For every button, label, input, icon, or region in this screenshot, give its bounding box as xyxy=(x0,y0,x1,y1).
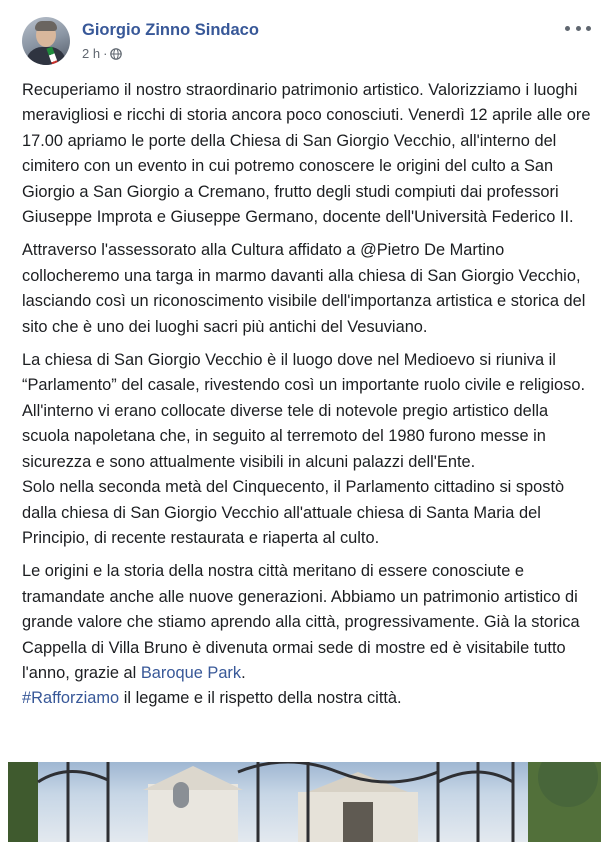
paragraph-4-text-2: . xyxy=(241,663,246,682)
paragraph-4-text-1: Le origini e la storia della nostra città meritano di essere conosciute e tramandate anche alle nuove generazioni. Abbiamo un patrimonio artistico di grande valore che stiamo aprendo alla città, progressivamente. Già la storica Cappella di Villa Bruno è divenuta ormai sede di mostre ed è visitabile tutto l'anno, grazie al xyxy=(22,562,580,682)
avatar-hair xyxy=(35,21,57,31)
meta-separator: · xyxy=(103,46,108,61)
post-meta xyxy=(82,46,122,61)
author-name[interactable]: Giorgio Zinno Sindaco xyxy=(82,21,259,39)
post-paragraph-1: Recuperiamo il nostro straordinario patrimonio artistico. Valorizziamo i luoghi meravigliosi e ricchi di storia ancora poco conosciuti. Venerdì 12 aprile alle ore 17.00 apriamo le porte della Chiesa di San Giorgio Vecchio, all'interno del cimitero con un evento in cui potremo conoscere le origini del culto a San Giorgio a San Giorgio a Cremano, frutto degli studi compiuti dai professori Giuseppe Improta e Giuseppe Germano, docente dell'Università Federico II. xyxy=(22,81,591,227)
globe-icon[interactable] xyxy=(110,48,122,60)
post-header xyxy=(20,14,595,66)
avatar[interactable] xyxy=(22,17,70,65)
hashtag-link[interactable]: #Rafforziamo xyxy=(22,689,120,708)
post-paragraph-2: Attraverso l'assessorato alla Cultura affidato a @Pietro De Martino collocheremo una targa in marmo davanti alla chiesa di San Giorgio Vecchio, lasciando così un riconoscimento visibile dell'importanza artistica e storica del sito che è uno dei luoghi sacri più antichi del Vesuviano. xyxy=(22,241,586,336)
post-body xyxy=(22,78,592,720)
post-time[interactable]: 2 h xyxy=(82,46,101,61)
more-dots-icon[interactable] xyxy=(565,20,591,36)
post-paragraph-3: La chiesa di San Giorgio Vecchio è il luogo dove nel Medioevo si riuniva il “Parlamento” del casale, rivestendo così un importante ruolo civile e religioso. All'interno vi erano collocate diverse tele di notevole pregio artistico della scuola napoletana che, in seguito al terremoto del 1980 furono messe in sicurezza e sono attualmente visibili in alcuni palazzi dell'Ente. Solo nella seconda metà del Cinquecento, il Parlamento cittadino si spostò dalla chiesa di San Giorgio Vecchio all'attuale chiesa di Santa Maria del Principio, di recente restaurata e riaperta al culto. xyxy=(22,351,586,547)
paragraph-4-text-3: il legame e il rispetto della nostra città. xyxy=(119,689,402,708)
church-photo-illustration xyxy=(8,762,601,842)
post-paragraph-4 xyxy=(22,559,592,711)
post-photo[interactable] xyxy=(8,762,601,842)
baroque-park-link[interactable]: Baroque Park xyxy=(140,663,242,682)
